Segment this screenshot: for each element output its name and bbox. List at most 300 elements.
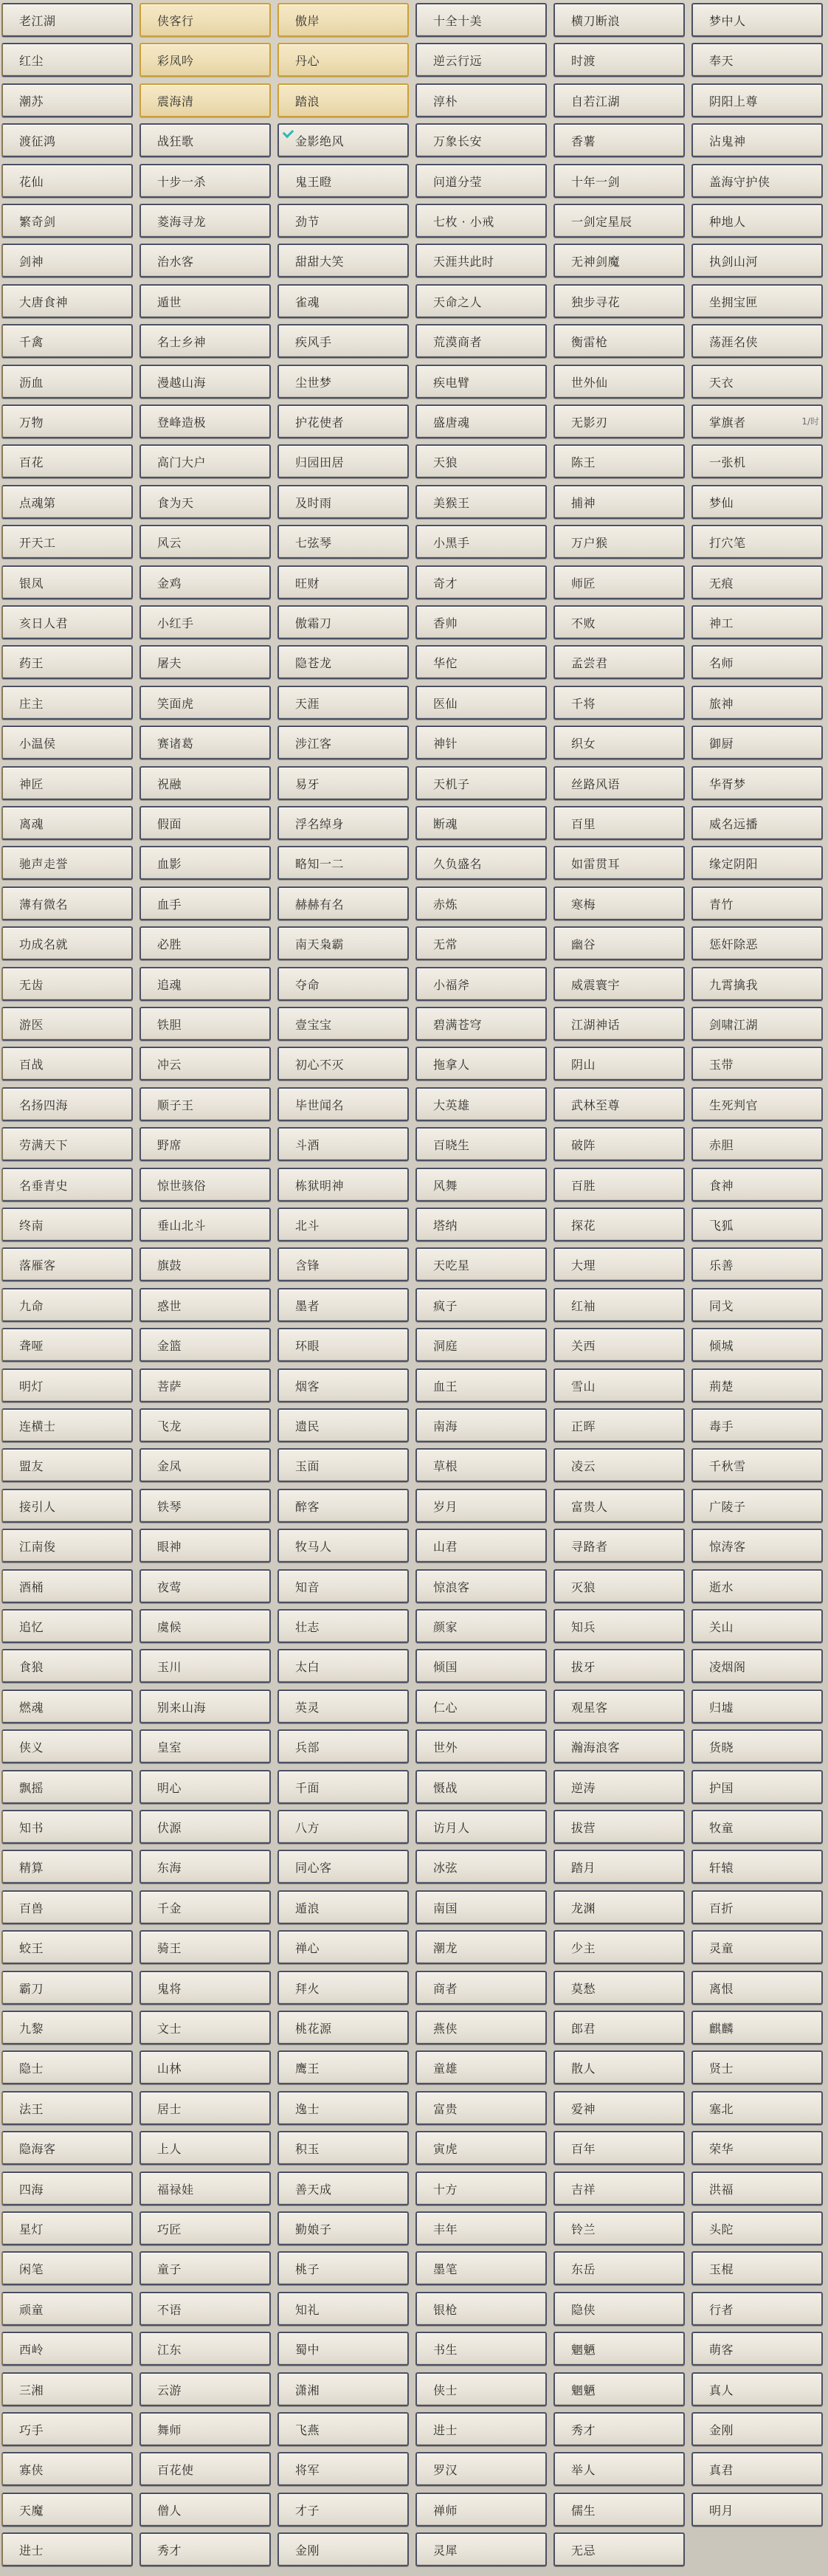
title-cell[interactable]: 福禄娃 — [139, 2172, 271, 2205]
title-cell[interactable]: 不败 — [553, 605, 685, 639]
title-cell[interactable]: 食为天 — [139, 485, 271, 519]
title-cell[interactable]: 雪山 — [553, 1368, 685, 1402]
title-cell[interactable]: 亥日人君 — [1, 605, 133, 639]
title-cell[interactable]: 师匠 — [553, 565, 685, 599]
title-cell[interactable]: 接引人 — [1, 1489, 133, 1523]
title-cell[interactable]: 书生 — [415, 2332, 547, 2366]
title-cell[interactable]: 玉川 — [139, 1649, 271, 1683]
title-cell[interactable]: 关西 — [553, 1328, 685, 1362]
title-cell[interactable]: 明心 — [139, 1770, 271, 1804]
title-cell[interactable]: 霸刀 — [1, 1971, 133, 2005]
title-cell[interactable]: 聋哑 — [1, 1328, 133, 1362]
title-cell[interactable]: 奇才 — [415, 565, 547, 599]
title-cell[interactable]: 真君 — [691, 2452, 823, 2486]
title-cell[interactable]: 遁世 — [139, 284, 271, 318]
title-cell[interactable]: 吉祥 — [553, 2172, 685, 2205]
title-cell[interactable]: 孟尝君 — [553, 645, 685, 679]
title-cell[interactable]: 鬼王瞪 — [277, 164, 409, 198]
title-cell[interactable]: 隐士 — [1, 2050, 133, 2084]
title-cell[interactable]: 灵童 — [691, 1930, 823, 1964]
title-cell[interactable]: 幽谷 — [553, 926, 685, 960]
title-cell[interactable]: 金影绝风 — [277, 123, 409, 157]
title-cell[interactable]: 捕神 — [553, 485, 685, 519]
title-cell[interactable]: 功成名就 — [1, 926, 133, 960]
title-cell[interactable]: 略知一二 — [277, 846, 409, 880]
title-cell[interactable]: 巧手 — [1, 2412, 133, 2446]
title-cell[interactable]: 荊楚 — [691, 1368, 823, 1402]
title-cell[interactable]: 梦中人 — [691, 3, 823, 37]
title-cell[interactable]: 医仙 — [415, 686, 547, 720]
title-cell[interactable]: 疯子 — [415, 1288, 547, 1322]
title-cell[interactable]: 剑啸江湖 — [691, 1007, 823, 1041]
title-cell[interactable]: 别来山海 — [139, 1690, 271, 1723]
title-cell[interactable]: 阴阳上尊 — [691, 83, 823, 117]
title-cell[interactable]: 三湘 — [1, 2372, 133, 2406]
title-cell[interactable]: 食神 — [691, 1168, 823, 1202]
title-cell[interactable]: 南海 — [415, 1408, 547, 1442]
title-cell[interactable]: 广陵子 — [691, 1489, 823, 1523]
title-cell[interactable]: 盟友 — [1, 1448, 133, 1482]
title-cell[interactable]: 英灵 — [277, 1690, 409, 1723]
title-cell[interactable]: 颜家 — [415, 1609, 547, 1643]
title-cell[interactable]: 名扬四海 — [1, 1087, 133, 1121]
title-cell[interactable]: 轩辕 — [691, 1850, 823, 1884]
title-cell[interactable]: 繁奇剑 — [1, 204, 133, 238]
title-cell[interactable]: 货晓 — [691, 1729, 823, 1763]
title-cell[interactable]: 独步寻花 — [553, 284, 685, 318]
title-cell[interactable]: 牧马人 — [277, 1529, 409, 1563]
title-cell[interactable]: 遁浪 — [277, 1890, 409, 1924]
title-cell[interactable]: 碧满苍穹 — [415, 1007, 547, 1041]
title-cell[interactable]: 鬼将 — [139, 1971, 271, 2005]
title-cell[interactable]: 离恨 — [691, 1971, 823, 2005]
title-cell[interactable]: 八方 — [277, 1810, 409, 1844]
title-cell[interactable]: 一剑定星辰 — [553, 204, 685, 238]
title-cell[interactable]: 知礼 — [277, 2292, 409, 2326]
title-cell[interactable]: 假面 — [139, 806, 271, 840]
title-cell[interactable]: 精算 — [1, 1850, 133, 1884]
title-cell[interactable]: 生死判官 — [691, 1087, 823, 1121]
title-cell[interactable]: 追魂 — [139, 967, 271, 1001]
title-cell[interactable]: 旗鼓 — [139, 1247, 271, 1281]
title-cell[interactable]: 易牙 — [277, 766, 409, 800]
title-cell[interactable]: 倾国 — [415, 1649, 547, 1683]
title-cell[interactable]: 山君 — [415, 1529, 547, 1563]
title-cell[interactable]: 斗酒 — [277, 1127, 409, 1161]
title-cell[interactable]: 贤士 — [691, 2050, 823, 2084]
title-cell[interactable]: 威震寰宇 — [553, 967, 685, 1001]
title-cell[interactable]: 知音 — [277, 1569, 409, 1603]
title-cell[interactable]: 萌客 — [691, 2332, 823, 2366]
title-cell[interactable]: 血王 — [415, 1368, 547, 1402]
title-cell[interactable]: 积玉 — [277, 2131, 409, 2165]
title-cell[interactable]: 高门大户 — [139, 444, 271, 478]
title-cell[interactable]: 梦仙 — [691, 485, 823, 519]
title-cell[interactable]: 织女 — [553, 726, 685, 760]
title-cell[interactable]: 灭狼 — [553, 1569, 685, 1603]
title-cell[interactable]: 勤娘子 — [277, 2211, 409, 2245]
title-cell[interactable]: 落雁客 — [1, 1247, 133, 1281]
title-cell[interactable]: 百折 — [691, 1890, 823, 1924]
title-cell[interactable]: 眼神 — [139, 1529, 271, 1563]
title-cell[interactable]: 天吃星 — [415, 1247, 547, 1281]
title-cell[interactable]: 正晖 — [553, 1408, 685, 1442]
title-cell[interactable]: 铁胆 — [139, 1007, 271, 1041]
title-cell[interactable]: 九黎 — [1, 2011, 133, 2045]
title-cell[interactable]: 倾城 — [691, 1328, 823, 1362]
title-cell[interactable]: 百里 — [553, 806, 685, 840]
title-cell[interactable]: 儒生 — [553, 2493, 685, 2527]
title-cell[interactable]: 观星客 — [553, 1690, 685, 1723]
title-cell[interactable]: 千将 — [553, 686, 685, 720]
title-cell[interactable]: 仁心 — [415, 1690, 547, 1723]
title-cell[interactable]: 惊世骇俗 — [139, 1168, 271, 1202]
title-cell[interactable]: 归园田居 — [277, 444, 409, 478]
title-cell[interactable]: 治水客 — [139, 244, 271, 278]
title-cell[interactable]: 香薯 — [553, 123, 685, 157]
title-cell[interactable]: 上人 — [139, 2131, 271, 2165]
title-cell[interactable]: 小温侯 — [1, 726, 133, 760]
title-cell[interactable]: 甜甜大笑 — [277, 244, 409, 278]
title-cell[interactable]: 登峰造极 — [139, 404, 271, 438]
title-cell[interactable]: 商者 — [415, 1971, 547, 2005]
title-cell[interactable]: 将军 — [277, 2452, 409, 2486]
title-cell[interactable]: 世外仙 — [553, 365, 685, 399]
title-cell[interactable]: 盖海守护侠 — [691, 164, 823, 198]
title-cell[interactable]: 飞龙 — [139, 1408, 271, 1442]
title-cell[interactable]: 江南俊 — [1, 1529, 133, 1563]
title-cell[interactable]: 飞狐 — [691, 1208, 823, 1241]
title-cell[interactable]: 风云 — [139, 525, 271, 559]
title-cell[interactable]: 沥血 — [1, 365, 133, 399]
title-cell[interactable]: 银凤 — [1, 565, 133, 599]
title-cell[interactable]: 沾鬼神 — [691, 123, 823, 157]
title-cell[interactable]: 侠士 — [415, 2372, 547, 2406]
title-cell[interactable]: 衡雷枪 — [553, 324, 685, 358]
title-cell[interactable]: 天机子 — [415, 766, 547, 800]
title-cell[interactable]: 寒梅 — [553, 886, 685, 920]
title-cell[interactable]: 赛诸葛 — [139, 726, 271, 760]
title-cell[interactable]: 奉天 — [691, 43, 823, 77]
title-cell[interactable]: 傲岸 — [277, 3, 409, 37]
title-cell[interactable]: 百胜 — [553, 1168, 685, 1202]
title-cell[interactable]: 魍魉 — [553, 2372, 685, 2406]
title-cell[interactable]: 傲霜刀 — [277, 605, 409, 639]
title-cell[interactable]: 江湖神话 — [553, 1007, 685, 1041]
title-cell[interactable]: 神工 — [691, 605, 823, 639]
title-cell[interactable]: 点魂第 — [1, 485, 133, 519]
title-cell[interactable]: 千禽 — [1, 324, 133, 358]
title-cell[interactable]: 无常 — [415, 926, 547, 960]
title-cell[interactable]: 南天枭霸 — [277, 926, 409, 960]
title-cell[interactable]: 种地人 — [691, 204, 823, 238]
title-cell[interactable]: 明月 — [691, 2493, 823, 2527]
title-cell[interactable]: 探花 — [553, 1208, 685, 1241]
title-cell[interactable]: 追忆 — [1, 1609, 133, 1643]
title-cell[interactable]: 天衣 — [691, 365, 823, 399]
title-cell[interactable]: 终南 — [1, 1208, 133, 1241]
title-cell[interactable]: 神匠 — [1, 766, 133, 800]
title-cell[interactable]: 牧童 — [691, 1810, 823, 1844]
title-cell[interactable]: 侠义 — [1, 1729, 133, 1763]
title-cell[interactable]: 十方 — [415, 2172, 547, 2205]
title-cell[interactable]: 知书 — [1, 1810, 133, 1844]
title-cell[interactable]: 归墟 — [691, 1690, 823, 1723]
title-cell[interactable]: 天涯共此时 — [415, 244, 547, 278]
title-cell[interactable]: 乐善 — [691, 1247, 823, 1281]
title-cell[interactable]: 遗民 — [277, 1408, 409, 1442]
title-cell[interactable]: 踏浪 — [277, 83, 409, 117]
title-cell[interactable]: 寻路者 — [553, 1529, 685, 1563]
title-cell[interactable]: 郎君 — [553, 2011, 685, 2045]
title-cell[interactable]: 红尘 — [1, 43, 133, 77]
title-cell[interactable]: 老江湖 — [1, 3, 133, 37]
title-cell[interactable]: 惑世 — [139, 1288, 271, 1322]
title-cell[interactable]: 金刚 — [691, 2412, 823, 2446]
title-cell[interactable]: 十全十美 — [415, 3, 547, 37]
title-cell[interactable]: 自若江湖 — [553, 83, 685, 117]
title-cell[interactable]: 塞北 — [691, 2091, 823, 2125]
title-cell[interactable]: 烟客 — [277, 1368, 409, 1402]
title-cell[interactable]: 慑战 — [415, 1770, 547, 1804]
title-cell[interactable]: 同心客 — [277, 1850, 409, 1884]
title-cell[interactable]: 含锋 — [277, 1247, 409, 1281]
title-cell[interactable]: 太白 — [277, 1649, 409, 1683]
title-cell[interactable]: 隐侠 — [553, 2292, 685, 2326]
title-cell[interactable]: 丰年 — [415, 2211, 547, 2245]
title-cell[interactable]: 访月人 — [415, 1810, 547, 1844]
title-cell[interactable]: 飞燕 — [277, 2412, 409, 2446]
title-cell[interactable]: 草根 — [415, 1448, 547, 1482]
title-cell[interactable]: 打穴笔 — [691, 525, 823, 559]
title-cell[interactable]: 威名远播 — [691, 806, 823, 840]
title-cell[interactable]: 舞师 — [139, 2412, 271, 2446]
title-cell[interactable]: 世外 — [415, 1729, 547, 1763]
title-cell[interactable]: 墨者 — [277, 1288, 409, 1322]
title-cell[interactable]: 逆涛 — [553, 1770, 685, 1804]
title-cell[interactable]: 执剑山河 — [691, 244, 823, 278]
title-cell[interactable]: 金鸡 — [139, 565, 271, 599]
title-cell[interactable]: 阴山 — [553, 1047, 685, 1081]
title-cell[interactable]: 无神剑魔 — [553, 244, 685, 278]
title-cell[interactable]: 江东 — [139, 2332, 271, 2366]
title-cell[interactable]: 骑王 — [139, 1930, 271, 1964]
title-cell[interactable]: 赤炼 — [415, 886, 547, 920]
title-cell[interactable]: 云游 — [139, 2372, 271, 2406]
title-cell[interactable]: 香帅 — [415, 605, 547, 639]
title-cell[interactable]: 富贵 — [415, 2091, 547, 2125]
title-cell[interactable]: 剑神 — [1, 244, 133, 278]
title-cell[interactable]: 玉面 — [277, 1448, 409, 1482]
title-cell[interactable]: 屠夫 — [139, 645, 271, 679]
title-cell[interactable]: 大唐食神 — [1, 284, 133, 318]
title-cell[interactable]: 玉棍 — [691, 2251, 823, 2285]
title-cell[interactable]: 神针 — [415, 726, 547, 760]
title-cell[interactable]: 逝水 — [691, 1569, 823, 1603]
title-cell[interactable]: 久负盛名 — [415, 846, 547, 880]
title-cell[interactable]: 百花 — [1, 444, 133, 478]
title-cell[interactable]: 寡侠 — [1, 2452, 133, 2486]
title-cell[interactable]: 名师 — [691, 645, 823, 679]
title-cell[interactable]: 龙渊 — [553, 1890, 685, 1924]
title-cell[interactable]: 十步一杀 — [139, 164, 271, 198]
title-cell[interactable]: 缘定阴阳 — [691, 846, 823, 880]
title-cell[interactable]: 尘世梦 — [277, 365, 409, 399]
title-cell[interactable]: 富贵人 — [553, 1489, 685, 1523]
title-cell[interactable]: 如雷贯耳 — [553, 846, 685, 880]
title-cell[interactable]: 七弦琴 — [277, 525, 409, 559]
title-cell[interactable]: 万户猴 — [553, 525, 685, 559]
title-cell[interactable]: 秀才 — [553, 2412, 685, 2446]
title-cell[interactable]: 夜莺 — [139, 1569, 271, 1603]
title-cell[interactable]: 千金 — [139, 1890, 271, 1924]
title-cell[interactable]: 赤胆 — [691, 1127, 823, 1161]
title-cell[interactable]: 血影 — [139, 846, 271, 880]
title-cell[interactable]: 横刀断浪 — [553, 3, 685, 37]
title-cell[interactable]: 夺命 — [277, 967, 409, 1001]
title-cell[interactable]: 皇室 — [139, 1729, 271, 1763]
title-cell[interactable]: 无痕 — [691, 565, 823, 599]
title-cell[interactable]: 必胜 — [139, 926, 271, 960]
title-cell[interactable]: 东岳 — [553, 2251, 685, 2285]
title-cell[interactable]: 麒麟 — [691, 2011, 823, 2045]
title-cell[interactable]: 虞候 — [139, 1609, 271, 1643]
title-cell[interactable]: 瀚海浪客 — [553, 1729, 685, 1763]
title-cell[interactable]: 百年 — [553, 2131, 685, 2165]
title-cell[interactable]: 天命之人 — [415, 284, 547, 318]
title-cell[interactable]: 真人 — [691, 2372, 823, 2406]
title-cell[interactable]: 环眼 — [277, 1328, 409, 1362]
title-cell[interactable]: 蜀中 — [277, 2332, 409, 2366]
title-cell[interactable]: 离魂 — [1, 806, 133, 840]
title-cell[interactable]: 七枚 · 小戒 — [415, 204, 547, 238]
title-cell[interactable]: 祝融 — [139, 766, 271, 800]
title-cell[interactable]: 食狼 — [1, 1649, 133, 1683]
title-cell[interactable]: 震海清 — [139, 83, 271, 117]
title-cell[interactable]: 千秋雪 — [691, 1448, 823, 1482]
title-cell[interactable]: 栋狱明神 — [277, 1168, 409, 1202]
title-cell[interactable]: 万象长安 — [415, 123, 547, 157]
title-cell[interactable]: 笑面虎 — [139, 686, 271, 720]
title-cell[interactable]: 拔牙 — [553, 1649, 685, 1683]
title-cell[interactable]: 万物 — [1, 404, 133, 438]
title-cell[interactable]: 飘摇 — [1, 1770, 133, 1804]
title-cell[interactable]: 头陀 — [691, 2211, 823, 2245]
title-cell[interactable]: 雀魂 — [277, 284, 409, 318]
title-cell[interactable]: 惊浪客 — [415, 1569, 547, 1603]
title-cell[interactable]: 银枪 — [415, 2292, 547, 2326]
title-cell[interactable]: 法王 — [1, 2091, 133, 2125]
title-cell[interactable]: 无齿 — [1, 967, 133, 1001]
title-cell[interactable]: 劲节 — [277, 204, 409, 238]
title-cell[interactable]: 秀才 — [139, 2532, 271, 2566]
title-cell[interactable]: 初心不灭 — [277, 1047, 409, 1081]
title-cell[interactable]: 兵部 — [277, 1729, 409, 1763]
title-cell[interactable]: 御厨 — [691, 726, 823, 760]
title-cell[interactable]: 洪福 — [691, 2172, 823, 2205]
title-cell[interactable]: 西岭 — [1, 2332, 133, 2366]
title-cell[interactable]: 进士 — [1, 2532, 133, 2566]
title-cell[interactable]: 断魂 — [415, 806, 547, 840]
title-cell[interactable]: 盛唐魂 — [415, 404, 547, 438]
title-cell[interactable]: 坐拥宝匣 — [691, 284, 823, 318]
title-cell[interactable]: 童子 — [139, 2251, 271, 2285]
title-cell[interactable]: 赫赫有名 — [277, 886, 409, 920]
title-cell[interactable]: 南国 — [415, 1890, 547, 1924]
title-cell[interactable]: 侠客行 — [139, 3, 271, 37]
title-cell[interactable]: 不语 — [139, 2292, 271, 2326]
title-cell[interactable]: 九命 — [1, 1288, 133, 1322]
title-cell[interactable]: 桃子 — [277, 2251, 409, 2285]
title-cell[interactable]: 毒手 — [691, 1408, 823, 1442]
title-cell[interactable]: 北斗 — [277, 1208, 409, 1241]
title-cell[interactable]: 荡涯名侠 — [691, 324, 823, 358]
title-cell[interactable]: 百战 — [1, 1047, 133, 1081]
title-cell[interactable]: 关山 — [691, 1609, 823, 1643]
title-cell[interactable]: 惊涛客 — [691, 1529, 823, 1563]
title-cell[interactable]: 铃兰 — [553, 2211, 685, 2245]
title-cell[interactable]: 童雄 — [415, 2050, 547, 2084]
title-cell[interactable]: 涉江客 — [277, 726, 409, 760]
title-cell[interactable]: 居士 — [139, 2091, 271, 2125]
title-cell[interactable]: 问道分莹 — [415, 164, 547, 198]
title-cell[interactable]: 壹宝宝 — [277, 1007, 409, 1041]
title-cell[interactable]: 冰弦 — [415, 1850, 547, 1884]
title-cell[interactable]: 菱海寻龙 — [139, 204, 271, 238]
title-cell[interactable]: 少主 — [553, 1930, 685, 1964]
title-cell[interactable]: 桃花源 — [277, 2011, 409, 2045]
title-cell[interactable]: 青竹 — [691, 886, 823, 920]
title-cell[interactable]: 墨笔 — [415, 2251, 547, 2285]
title-cell[interactable]: 名垂青史 — [1, 1168, 133, 1202]
title-cell[interactable]: 血手 — [139, 886, 271, 920]
title-cell[interactable]: 无影刃 — [553, 404, 685, 438]
title-cell[interactable]: 文士 — [139, 2011, 271, 2045]
title-cell[interactable]: 行者 — [691, 2292, 823, 2326]
title-cell[interactable]: 丝路风语 — [553, 766, 685, 800]
title-cell[interactable]: 疾电臂 — [415, 365, 547, 399]
title-cell[interactable]: 开天工 — [1, 525, 133, 559]
title-cell[interactable]: 药王 — [1, 645, 133, 679]
title-cell[interactable]: 燃魂 — [1, 1690, 133, 1723]
title-cell[interactable]: 举人 — [553, 2452, 685, 2486]
title-cell[interactable]: 小福斧 — [415, 967, 547, 1001]
title-cell[interactable]: 浮名绰身 — [277, 806, 409, 840]
title-cell[interactable]: 毕世闻名 — [277, 1087, 409, 1121]
title-cell[interactable]: 罗汉 — [415, 2452, 547, 2486]
title-cell[interactable]: 壮志 — [277, 1609, 409, 1643]
title-cell[interactable]: 千面 — [277, 1770, 409, 1804]
title-cell[interactable]: 东海 — [139, 1850, 271, 1884]
title-cell[interactable]: 逸士 — [277, 2091, 409, 2125]
title-cell[interactable]: 闲笔 — [1, 2251, 133, 2285]
title-cell[interactable]: 洞庭 — [415, 1328, 547, 1362]
title-cell[interactable]: 名士乡神 — [139, 324, 271, 358]
title-cell[interactable]: 隐苍龙 — [277, 645, 409, 679]
title-cell[interactable]: 百花使 — [139, 2452, 271, 2486]
title-cell[interactable]: 疾风手 — [277, 324, 409, 358]
title-cell[interactable]: 逆云行远 — [415, 43, 547, 77]
title-cell[interactable]: 荒漠商者 — [415, 324, 547, 358]
title-cell[interactable]: 百兽 — [1, 1890, 133, 1924]
title-cell[interactable]: 潇湘 — [277, 2372, 409, 2406]
title-cell[interactable]: 无忌 — [553, 2532, 685, 2566]
title-cell[interactable]: 一张机 — [691, 444, 823, 478]
title-cell[interactable]: 劳满天下 — [1, 1127, 133, 1161]
title-cell[interactable]: 红袖 — [553, 1288, 685, 1322]
title-cell[interactable]: 大理 — [553, 1247, 685, 1281]
title-cell[interactable]: 岁月 — [415, 1489, 547, 1523]
